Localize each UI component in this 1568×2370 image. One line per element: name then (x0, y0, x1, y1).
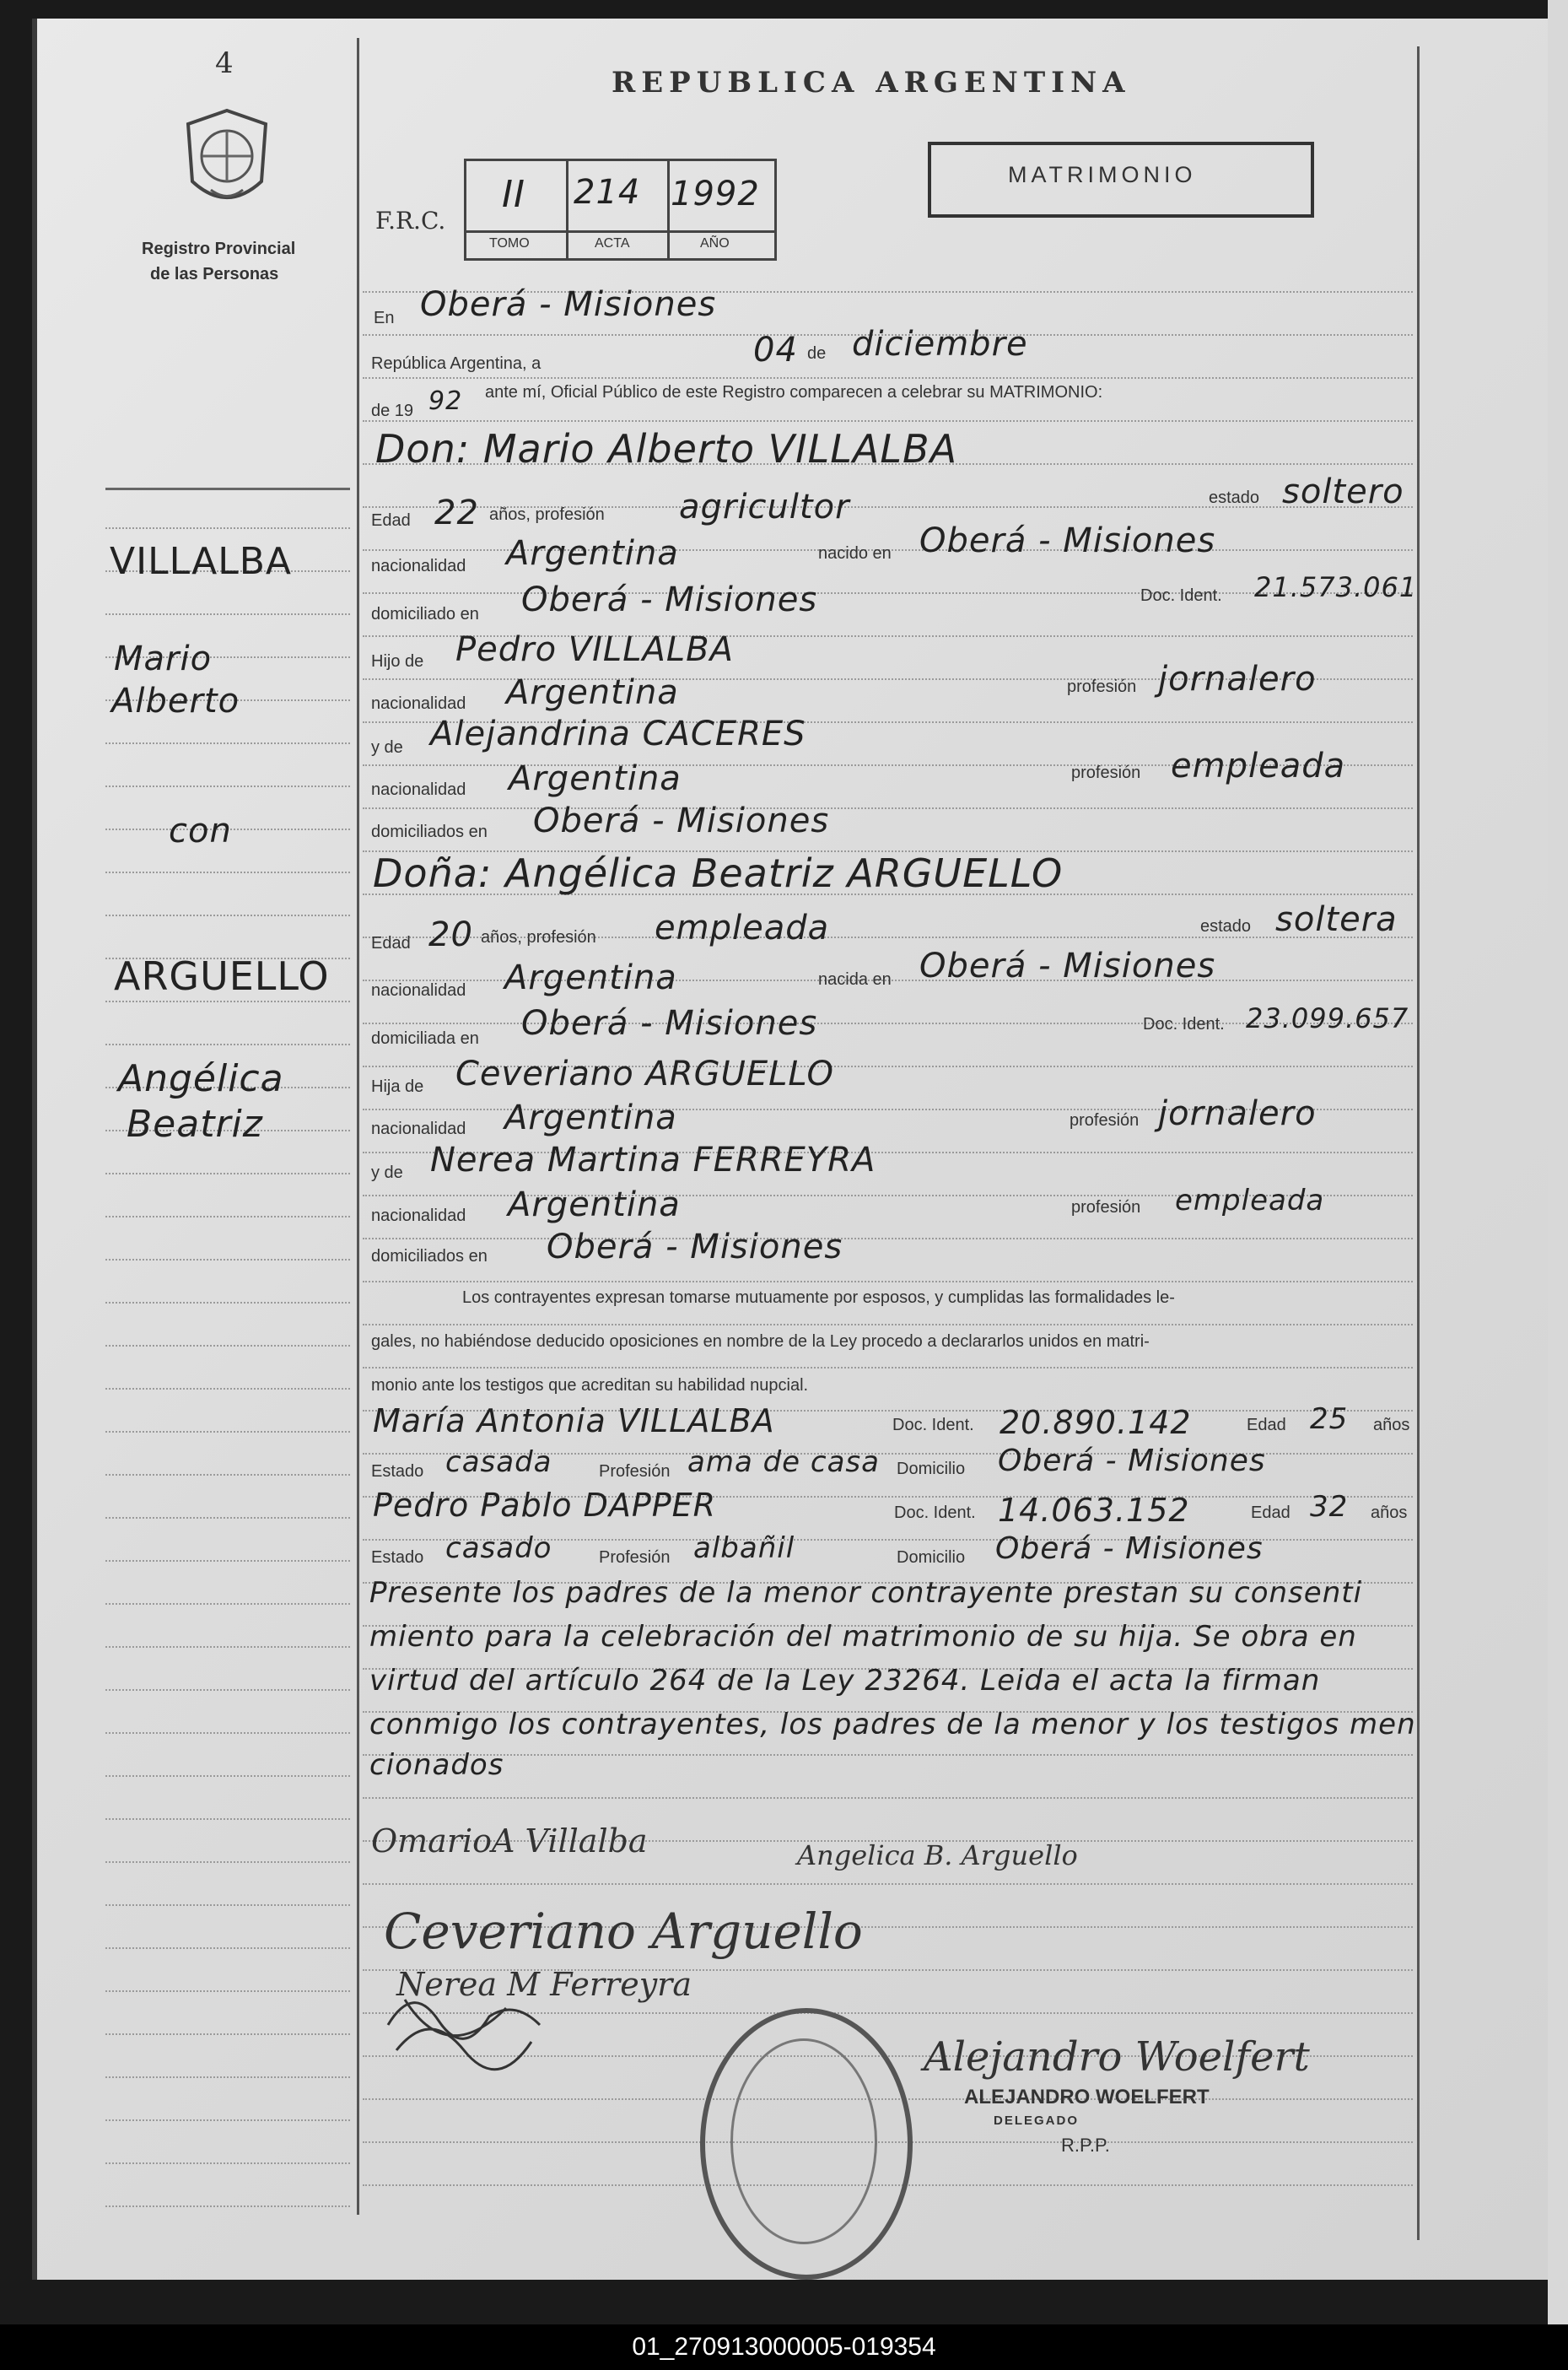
month-value: diciembre (852, 325, 1028, 364)
margin-ruled-line (105, 742, 350, 744)
official-sub: R.P.P. (1061, 2135, 1110, 2156)
ano-value: 1992 (671, 175, 760, 213)
margin-ruled-line (105, 1904, 350, 1906)
witness1-age: 25 (1310, 1402, 1349, 1436)
margin-ruled-line (105, 1818, 350, 1820)
label-doc-g: Doc. Ident. (1140, 586, 1222, 605)
margin-groom-surname: VILLALBA (110, 540, 293, 583)
margin-ruled-line (105, 1474, 350, 1476)
label-edad-g: Edad (371, 511, 411, 530)
label-edad-b: Edad (371, 934, 411, 953)
paragraph-line3: monio ante los testigos que acreditan su habilidad nupcial. (371, 1376, 809, 1395)
margin-ruled-line (105, 872, 350, 873)
left-column-rule (357, 38, 359, 2215)
bride-domicile: Oberá - Misiones (521, 1004, 818, 1043)
margin-bride-name1: Angélica (118, 1057, 284, 1100)
label-domiciliados-b: domiciliados en (371, 1247, 488, 1266)
groom-birthplace: Oberá - Misiones (919, 521, 1216, 560)
groom-mother: Alejandrina CACERES (430, 715, 806, 753)
official-stamp (700, 2008, 913, 2280)
witness1-doc: 20.890.142 (1000, 1404, 1192, 1441)
coat-of-arms-seal (177, 105, 277, 215)
groom-status: soltero (1282, 472, 1404, 511)
country-title: REPUBLICA ARGENTINA (612, 66, 1131, 100)
bride-father: Ceveriano ARGUELLO (455, 1055, 834, 1093)
acta-value: 214 (574, 173, 641, 212)
ruled-line (363, 377, 1413, 379)
bride-mother-nationality: Argentina (508, 1185, 681, 1224)
groom-mother-profession: empleada (1171, 747, 1346, 786)
margin-ruled-line (105, 527, 350, 529)
note-line3: virtud del artículo 264 de la Ley 23264. Leida el acta la firman (369, 1664, 1321, 1698)
margin-ruled-line (105, 1001, 350, 1002)
margin-ruled-line (105, 2205, 350, 2207)
margin-ruled-line (105, 1689, 350, 1691)
bride-father-nationality: Argentina (504, 1099, 677, 1137)
note-line4: conmigo los contrayentes, los padres de la menor y los testigos men (369, 1708, 1416, 1741)
label-profesion-bf: profesión (1070, 1111, 1140, 1130)
groom-profession: agricultor (679, 488, 850, 526)
label-edad-w2: Edad (1251, 1504, 1291, 1522)
page-edge (1548, 0, 1568, 2329)
groom-father-nationality: Argentina (506, 673, 679, 712)
witness1-domicile: Oberá - Misiones (998, 1444, 1266, 1478)
label-profesion-gm: profesión (1071, 764, 1141, 782)
year-value: 92 (428, 386, 463, 416)
tomo-value: II (502, 173, 525, 216)
margin-ruled-line (105, 1517, 350, 1519)
label-edad-w1: Edad (1247, 1416, 1286, 1434)
image-caption: 01_270913000005-019354 (0, 2324, 1568, 2370)
label-profesion-w2: Profesión (599, 1548, 671, 1567)
margin-ruled-line (105, 1990, 350, 1992)
label-domiciliada-b: domiciliada en (371, 1029, 479, 1048)
official-name: ALEJANDRO WOELFERT (964, 2086, 1210, 2108)
witness1-profession: ama de casa (687, 1445, 880, 1479)
margin-ruled-line (105, 915, 350, 916)
witness2-name: Pedro Pablo DAPPER (373, 1487, 717, 1524)
margin-con: con (169, 812, 232, 850)
note-line5: cionados (369, 1748, 504, 1782)
official-title: DELEGADO (994, 2114, 1080, 2128)
margin-groom-name2: Alberto (111, 682, 240, 721)
label-nacionalidad-b: nacionalidad (371, 981, 466, 1000)
groom-signature: OmarioA Villalba (371, 1822, 648, 1860)
margin-ruled-line (105, 1044, 350, 1045)
label-profesion-gf: profesión (1067, 678, 1137, 696)
margin-ruled-line (105, 2119, 350, 2121)
ruled-line (363, 1238, 1413, 1239)
label-nacida-en: nacida en (818, 970, 892, 989)
margin-ruled-line (105, 1603, 350, 1605)
label-de: de (807, 344, 827, 363)
label-republica: República Argentina, a (371, 354, 542, 373)
bride-parents-domicile: Oberá - Misiones (547, 1228, 843, 1266)
label-estado-g: estado (1209, 489, 1260, 507)
label-estado-w1: Estado (371, 1462, 424, 1481)
label-anos-w2: años (1371, 1504, 1408, 1522)
ruled-line (363, 1281, 1413, 1282)
groom-mother-nationality: Argentina (509, 759, 682, 798)
label-nacionalidad-bm: nacionalidad (371, 1207, 466, 1225)
father-signature: Ceveriano Arguello (384, 1903, 863, 1960)
mother-signature: Nerea M Ferreyra (396, 1966, 692, 2003)
bride-nationality: Argentina (504, 958, 677, 997)
tomo-label: TOMO (489, 236, 530, 251)
ruled-line (363, 1883, 1413, 1885)
margin-ruled-line (105, 1259, 350, 1261)
label-profesion-w1: Profesión (599, 1462, 671, 1481)
margin-ruled-line (105, 1173, 350, 1174)
groom-doc: 21.573.061 (1254, 571, 1418, 603)
label-en: En (374, 309, 395, 327)
margin-ruled-line (105, 1775, 350, 1777)
ruled-line (363, 1797, 1413, 1799)
right-border-rule (1417, 46, 1420, 2240)
margin-ruled-line (105, 1646, 350, 1648)
witness2-age: 32 (1310, 1490, 1349, 1524)
label-nacionalidad-gf: nacionalidad (371, 694, 466, 713)
witness2-domicile: Oberá - Misiones (995, 1531, 1264, 1566)
bride-profession: empleada (655, 909, 830, 947)
label-anos-prof-b: años, profesión (481, 928, 596, 947)
label-nacido-en: nacido en (818, 544, 892, 563)
ruled-line (363, 1754, 1413, 1756)
margin-ruled-line (105, 1732, 350, 1734)
label-doc-w2: Doc. Ident. (894, 1504, 976, 1522)
margin-ruled-line (105, 786, 350, 787)
margin-bride-surname: ARGUELLO (114, 953, 330, 999)
label-anos-w1: años (1373, 1416, 1410, 1434)
bride-age: 20 (428, 915, 473, 954)
groom-domicile: Oberá - Misiones (521, 580, 818, 619)
note-line2: miento para la celebración del matrimonio de su hija. Se obra en (369, 1620, 1357, 1654)
ruled-line (363, 1324, 1413, 1325)
bride-birthplace: Oberá - Misiones (919, 947, 1216, 985)
margin-ruled-line (105, 1216, 350, 1217)
acta-label: ACTA (595, 236, 630, 251)
paragraph-line1: Los contrayentes expresan tomarse mutuamente por esposos, y cumplidas las formalidades le- (462, 1288, 1175, 1307)
type-title: MATRIMONIO (1008, 162, 1197, 187)
groom-full-name: Don: Mario Alberto VILLALBA (375, 426, 958, 472)
margin-top-rule (105, 488, 350, 490)
label-hijo-de: Hijo de (371, 652, 424, 671)
groom-father: Pedro VILLALBA (455, 630, 734, 669)
margin-ruled-line (105, 2076, 350, 2078)
label-y-de-b: y de (371, 1163, 403, 1182)
label-y-de-g: y de (371, 738, 403, 757)
groom-father-profession: jornalero (1158, 660, 1317, 699)
margin-ruled-line (105, 613, 350, 615)
margin-ruled-line (105, 1302, 350, 1304)
ruled-line (363, 1367, 1413, 1369)
note-line1: Presente los padres de la menor contrayente prestan su consenti (369, 1576, 1363, 1610)
groom-nationality: Argentina (506, 534, 679, 573)
label-profesion-bm: profesión (1071, 1198, 1141, 1217)
witness2-status: casado (445, 1531, 552, 1565)
bride-signature: Angelica B. Arguello (797, 1839, 1078, 1871)
label-estado-b: estado (1200, 917, 1252, 936)
label-ante-mi: ante mí, Oficial Público de este Registro comparecen a celebrar su MATRIMONIO: (485, 383, 1103, 402)
margin-bride-name2: Beatriz (127, 1103, 263, 1146)
bride-mother: Nerea Martina FERREYRA (430, 1141, 876, 1180)
label-doc-w1: Doc. Ident. (892, 1416, 974, 1434)
registry-line1: Registro Provincial (142, 240, 296, 258)
label-domiciliado-g: domiciliado en (371, 605, 479, 624)
margin-ruled-line (105, 1560, 350, 1562)
witness1-status: casada (445, 1445, 552, 1479)
ruled-line (363, 807, 1413, 809)
witness1-name: María Antonia VILLALBA (373, 1402, 775, 1439)
margin-ruled-line (105, 1861, 350, 1863)
label-domicilio-w2: Domicilio (897, 1548, 966, 1567)
bride-father-profession: jornalero (1158, 1094, 1317, 1133)
bride-full-name: Doña: Angélica Beatriz ARGUELLO (373, 850, 1064, 896)
label-doc-b: Doc. Ident. (1143, 1015, 1225, 1034)
witness2-profession: albañil (693, 1531, 795, 1565)
ano-label: AÑO (700, 236, 730, 251)
page-number: 4 (215, 46, 234, 80)
label-domicilio-w1: Domicilio (897, 1460, 966, 1478)
paragraph-line2: gales, no habiéndose deducido oposiciones en nombre de la Ley procedo a declararlos unidos en matri- (371, 1332, 1150, 1351)
witness2-doc: 14.063.152 (998, 1492, 1190, 1529)
margin-ruled-line (105, 1947, 350, 1949)
margin-ruled-line (105, 1388, 350, 1390)
day-value: 04 (753, 331, 798, 370)
margin-ruled-line (105, 1345, 350, 1347)
place-value: Oberá - Misiones (420, 285, 717, 324)
margin-groom-name1: Mario (114, 640, 213, 678)
bride-mother-profession: empleada (1175, 1184, 1325, 1217)
scribble-signature (380, 1974, 548, 2076)
margin-ruled-line (105, 1431, 350, 1433)
groom-parents-domicile: Oberá - Misiones (533, 802, 830, 840)
bride-status: soltera (1275, 900, 1398, 939)
frc-label: F.R.C. (375, 207, 446, 235)
margin-ruled-line (105, 2162, 350, 2164)
label-anos-prof-g: años, profesión (489, 505, 605, 524)
margin-ruled-line (105, 2033, 350, 2035)
label-de-19: de 19 (371, 402, 414, 420)
official-signature: Alejandro Woelfert (924, 2033, 1310, 2081)
bride-doc: 23.099.657 (1246, 1002, 1409, 1034)
label-nacionalidad-gm: nacionalidad (371, 780, 466, 799)
label-nacionalidad-bf: nacionalidad (371, 1120, 466, 1138)
ruled-line (363, 420, 1413, 422)
registry-line2: de las Personas (150, 265, 279, 283)
label-domiciliados-g: domiciliados en (371, 823, 488, 841)
label-estado-w2: Estado (371, 1548, 424, 1567)
label-nacionalidad-g: nacionalidad (371, 557, 466, 575)
label-hija-de: Hija de (371, 1077, 424, 1096)
groom-age: 22 (434, 494, 479, 532)
